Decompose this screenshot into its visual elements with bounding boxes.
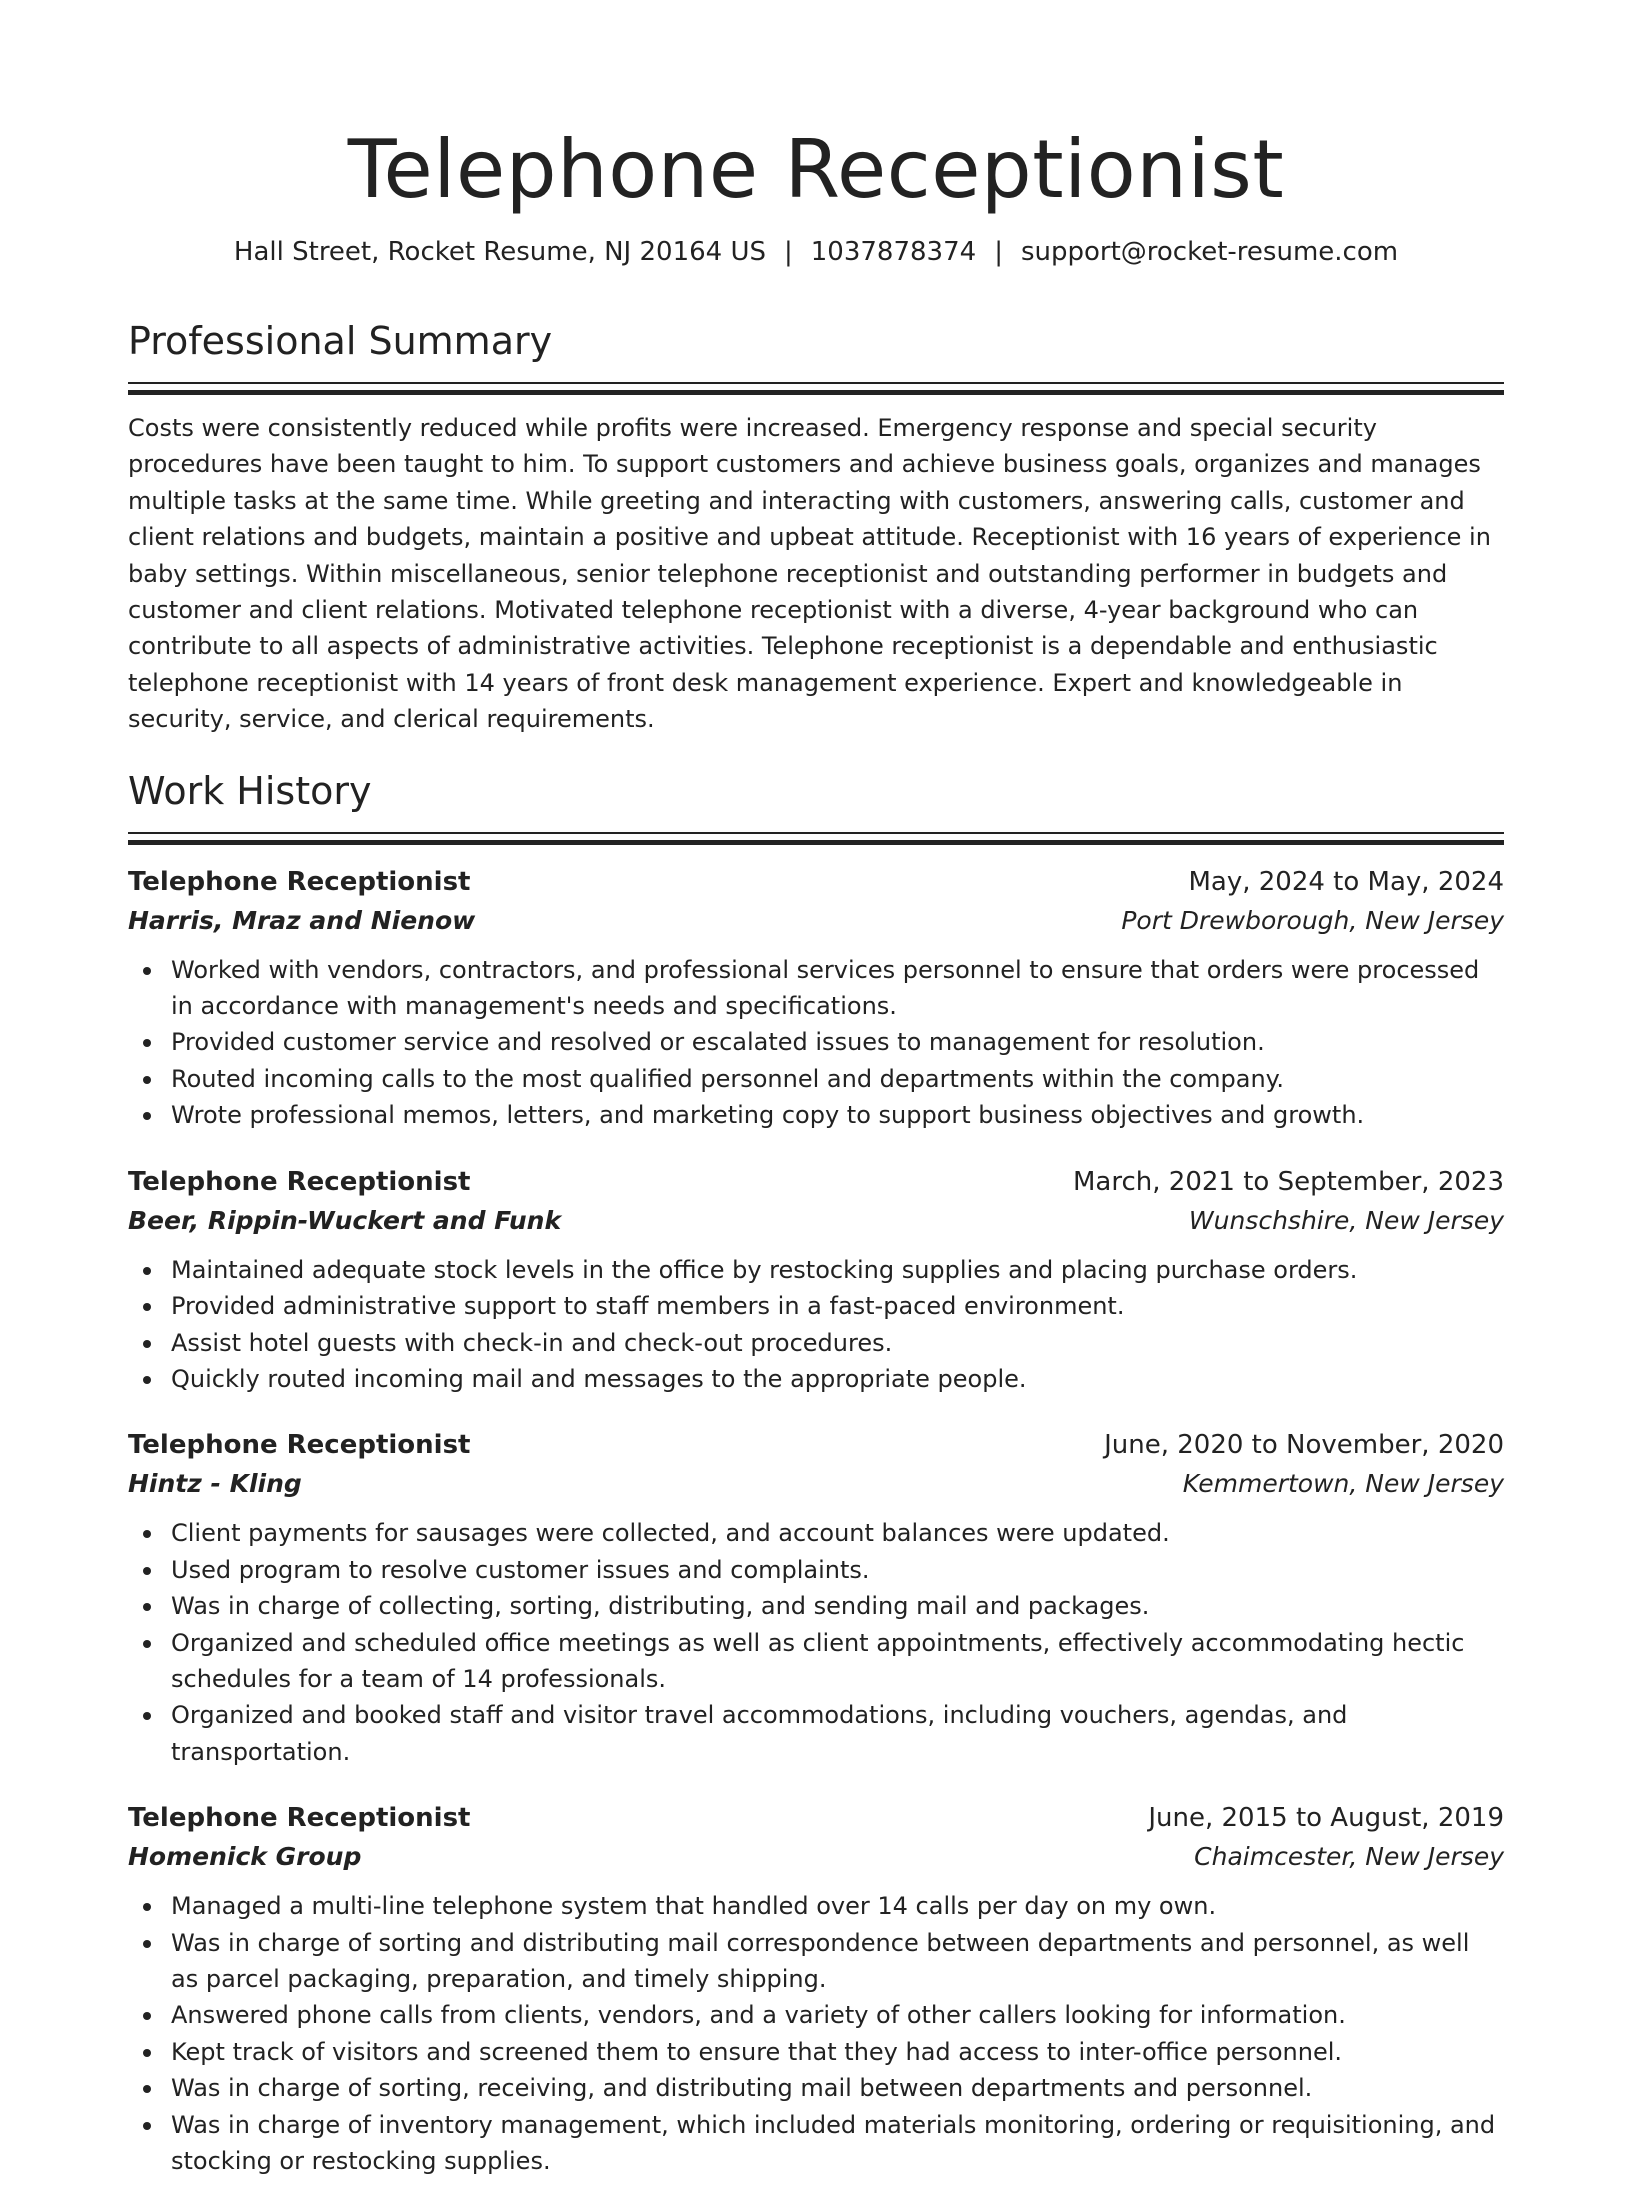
job-company: Harris, Mraz and Nienow [128, 905, 476, 935]
section-divider [128, 832, 1504, 834]
job-bullet: Wrote professional memos, letters, and marketing copy to support business objectives and growth. [171, 1097, 1504, 1133]
job-header-row [128, 1798, 1504, 1838]
section-divider [128, 382, 1504, 384]
job-company-row [128, 1838, 1504, 1876]
contact-email[interactable]: support@rocket-resume.com [1020, 237, 1399, 267]
job-bullet: Maintained adequate stock levels in the office by restocking supplies and placing purchase orders. [171, 1252, 1504, 1288]
job-bullet: Kept track of visitors and screened them to ensure that they had access to inter-office personnel. [171, 2034, 1504, 2070]
professional-summary-section [128, 316, 1504, 738]
job-dates: March, 2021 to September, 2023 [1073, 1166, 1504, 1197]
job-bullet: Answered phone calls from clients, vendors, and a variety of other callers looking for information. [171, 1997, 1504, 2033]
job-company: Hintz - Kling [128, 1469, 302, 1499]
job-title: Telephone Receptionist [128, 1430, 471, 1461]
job-company-row [128, 1465, 1504, 1503]
work-history-section [128, 766, 1504, 2180]
job-company-row [128, 1202, 1504, 1240]
job-company: Homenick Group [128, 1842, 362, 1872]
job-bullet: Provided administrative support to staff members in a fast-paced environment. [171, 1288, 1504, 1324]
job-bullet: Was in charge of sorting, receiving, and distributing mail between departments and personnel. [171, 2070, 1504, 2106]
job-entry [128, 1425, 1504, 1770]
job-title: Telephone Receptionist [128, 1166, 471, 1197]
job-bullet: Used program to resolve customer issues and complaints. [171, 1552, 1504, 1588]
resume-name: Telephone Receptionist [347, 123, 1285, 216]
job-entry [128, 862, 1504, 1134]
job-bullet: Worked with vendors, contractors, and professional services personnel to ensure that orders were processed in accordance with management's needs and specifications. [171, 952, 1504, 1025]
job-bullet: Provided customer service and resolved or escalated issues to management for resolution. [171, 1024, 1504, 1060]
job-location: Wunschshire, New Jersey [1188, 1205, 1504, 1235]
job-bullet-list [128, 1252, 1504, 1398]
job-bullet: Was in charge of inventory management, which included materials monitoring, ordering or requisitioning, and stocking or restocking supplies. [171, 2107, 1504, 2180]
contact-separator: | [994, 237, 1003, 267]
job-bullet: Was in charge of sorting and distributing mail correspondence between departments and personnel, as well as parcel packaging, preparation, and timely shipping. [171, 1925, 1504, 1998]
job-bullet-list [128, 1888, 1504, 2179]
job-company-row [128, 902, 1504, 940]
job-dates: June, 2015 to August, 2019 [1148, 1803, 1504, 1834]
job-header-row [128, 1425, 1504, 1465]
contact-line [128, 234, 1504, 270]
job-bullet: Routed incoming calls to the most qualified personnel and departments within the company. [171, 1061, 1504, 1097]
contact-phone: 1037878374 [810, 237, 977, 267]
job-bullet: Organized and booked staff and visitor travel accommodations, including vouchers, agendas, and transportation. [171, 1697, 1504, 1770]
job-title: Telephone Receptionist [128, 866, 471, 897]
job-title: Telephone Receptionist [128, 1803, 471, 1834]
job-header-row [128, 862, 1504, 902]
job-entry [128, 1162, 1504, 1398]
section-title-summary: Professional Summary [128, 319, 553, 363]
job-location: Chaimcester, New Jersey [1194, 1842, 1504, 1872]
section-title-work-history: Work History [128, 768, 372, 813]
job-company: Beer, Rippin-Wuckert and Funk [128, 1205, 562, 1235]
job-bullet: Client payments for sausages were collected, and account balances were updated. [171, 1515, 1504, 1551]
job-bullet-list [128, 1515, 1504, 1770]
job-bullet: Was in charge of collecting, sorting, distributing, and sending mail and packages. [171, 1588, 1504, 1624]
job-entry [128, 1798, 1504, 2179]
job-dates: June, 2020 to November, 2020 [1104, 1430, 1504, 1461]
job-bullet: Managed a multi-line telephone system that handled over 14 calls per day on my own. [171, 1888, 1504, 1924]
job-bullet-list [128, 952, 1504, 1134]
job-dates: May, 2024 to May, 2024 [1188, 866, 1504, 897]
job-bullet: Assist hotel guests with check-in and check-out procedures. [171, 1325, 1504, 1361]
contact-address: Hall Street, Rocket Resume, NJ 20164 US [233, 237, 766, 267]
job-list [128, 862, 1504, 2180]
job-location: Kemmertown, New Jersey [1182, 1469, 1504, 1499]
resume-page [128, 0, 1504, 2207]
contact-separator: | [784, 237, 793, 267]
job-bullet: Organized and scheduled office meetings as well as client appointments, effectively accommodating hectic schedules for a team of 14 professionals. [171, 1625, 1504, 1698]
job-bullet: Quickly routed incoming mail and messages to the appropriate people. [171, 1361, 1504, 1397]
job-location: Port Drewborough, New Jersey [1121, 905, 1504, 935]
summary-text: Costs were consistently reduced while profits were increased. Emergency response and special security procedures have been taught to him. To support customers and achieve business goals, organizes and manages multiple tasks at the same time. While greeting and interacting with customers, answering calls, customer and client relations and budgets, maintain a positive and upbeat attitude. Receptionist with 16 years of experience in baby settings. Within miscellaneous, senior telephone receptionist and outstanding performer in budgets and customer and client relations. Motivated telephone receptionist with a diverse, 4-year background who can contribute to all aspects of administrative activities. Telephone receptionist is a dependable and enthusiastic telephone receptionist with 14 years of front desk management experience. Expert and knowledgeable in security, service, and clerical requirements. [128, 414, 1491, 734]
job-header-row [128, 1162, 1504, 1202]
